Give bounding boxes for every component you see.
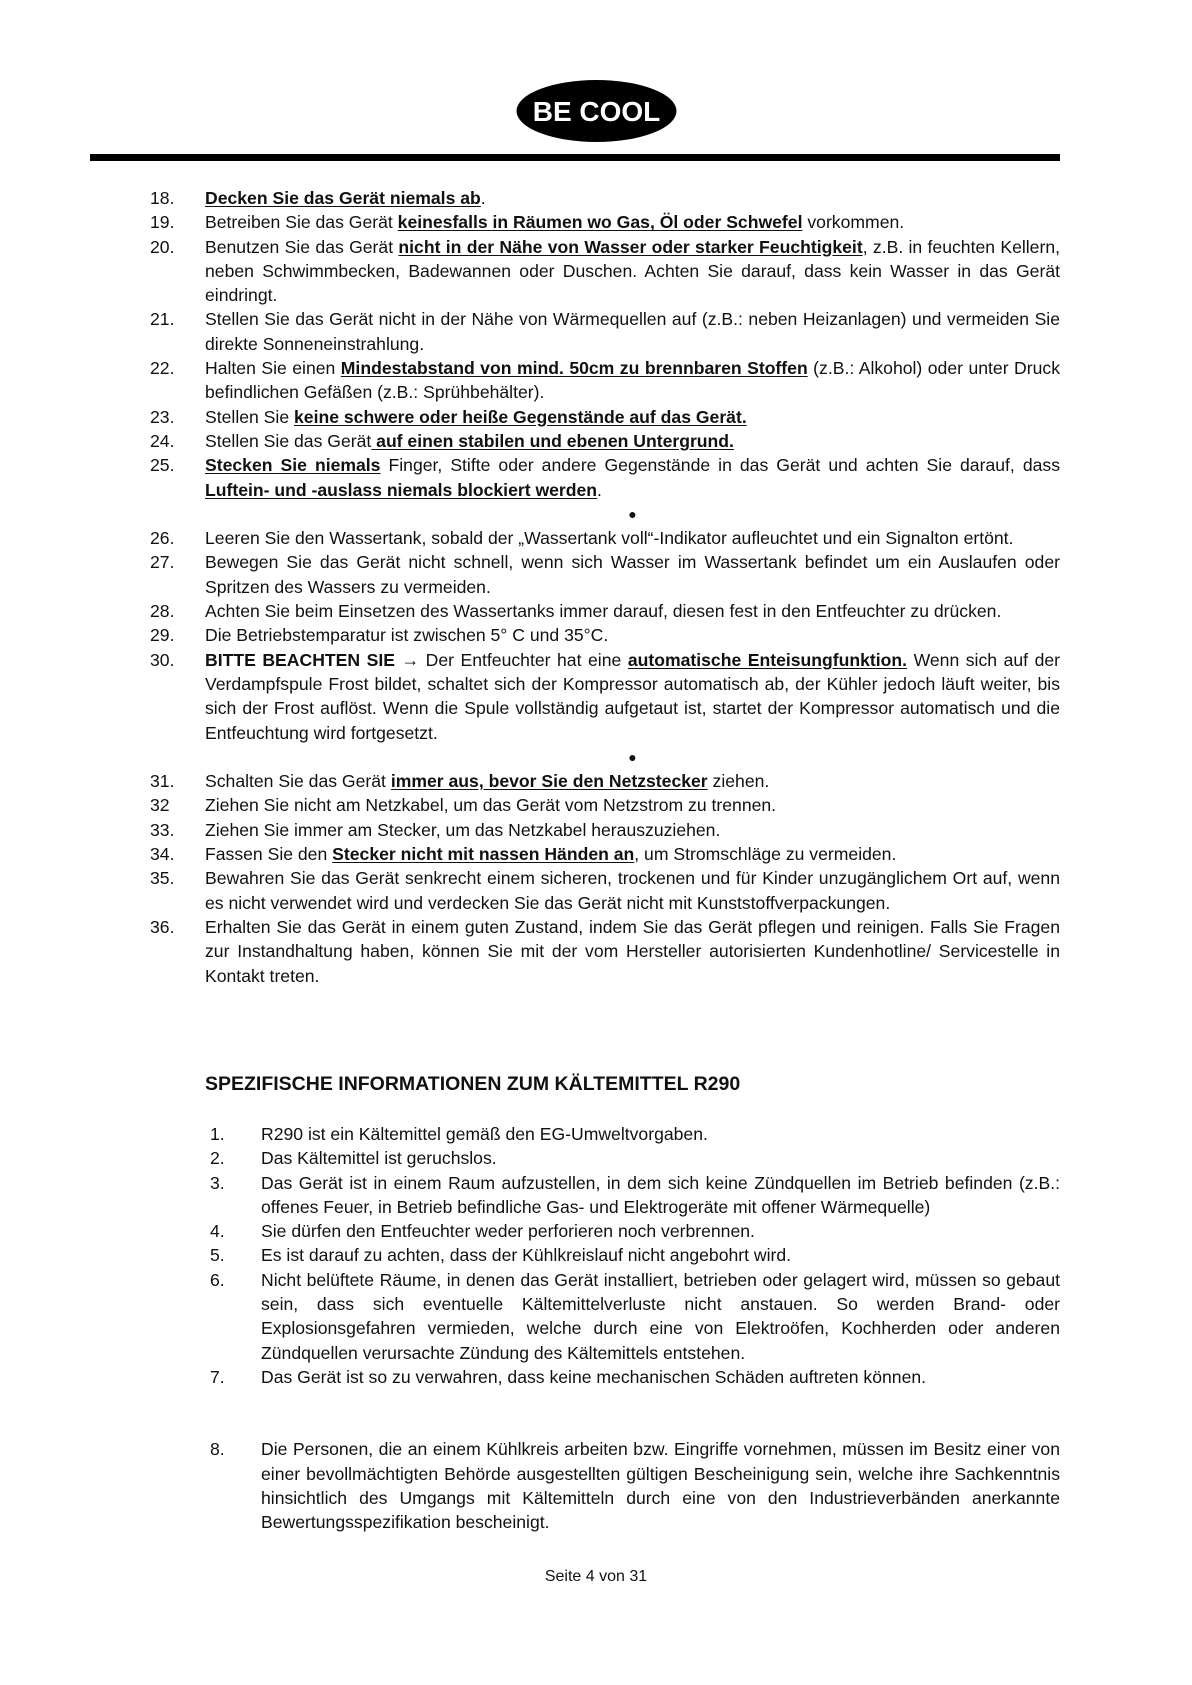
item-number: 29. xyxy=(150,625,175,646)
text-segment: . xyxy=(597,479,602,500)
item-number: 20. xyxy=(150,236,175,257)
item-number: 23. xyxy=(150,406,175,427)
bullet-separator: ● xyxy=(628,505,637,522)
emphasized-text: Decken Sie das Gerät niemals ab xyxy=(205,188,481,208)
list-item xyxy=(150,818,1060,842)
item-number: 31. xyxy=(150,771,175,792)
item-number: 33. xyxy=(150,819,175,840)
list-item xyxy=(150,186,1060,210)
list-item xyxy=(210,1365,1060,1389)
item-text xyxy=(205,818,1060,842)
item-text xyxy=(205,453,1060,502)
item-text xyxy=(205,915,1060,988)
item-number: 25. xyxy=(150,455,175,476)
item-text xyxy=(205,648,1060,745)
emphasized-text: Mindestabstand von mind. 50cm zu brennbaren Stoffen xyxy=(340,358,808,379)
item-text xyxy=(205,210,1060,234)
emphasized-text: automatische Enteisungfunktion. xyxy=(627,649,908,670)
list-item xyxy=(210,1219,1060,1243)
item-number: 18. xyxy=(150,188,175,208)
item-number: 34. xyxy=(150,844,175,865)
text-segment: → Der Entfeuchter hat eine xyxy=(394,649,628,670)
item-number: 6. xyxy=(210,1269,225,1290)
list-item xyxy=(150,405,1060,429)
text-segment: Schalten Sie das Gerät xyxy=(205,771,391,792)
section-heading: SPEZIFISCHE INFORMATIONEN ZUM KÄLTEMITTEL R290 xyxy=(205,1073,741,1095)
list-item xyxy=(150,599,1060,623)
text-segment: Die Betriebstemparatur ist zwischen 5° C und 35°C. xyxy=(205,625,609,646)
list-item xyxy=(150,915,1060,988)
list-item xyxy=(150,307,1060,356)
list-item xyxy=(150,235,1060,308)
list-item xyxy=(210,1122,1060,1146)
item-number: 26. xyxy=(150,528,175,549)
emphasized-text: Stecker nicht mit nassen Händen an xyxy=(332,844,635,865)
list-item xyxy=(150,429,1060,453)
svg-text:BE COOL: BE COOL xyxy=(532,96,661,127)
list-item xyxy=(150,550,1060,599)
item-text xyxy=(205,429,1060,453)
spacer xyxy=(210,1389,1060,1437)
text-segment: Stellen Sie xyxy=(205,406,294,427)
text-segment: , z.B. in feuchten Kellern, neben Schwimmbecken, Badewannen oder Duschen. Achten Sie darauf, dass kein Wasser in das Gerät eindringt. xyxy=(205,236,1060,306)
list-item xyxy=(210,1268,1060,1365)
text-segment: Stellen Sie das Gerät xyxy=(205,430,372,451)
text-segment: Bewahren Sie das Gerät senkrecht einem sicheren, trockenen und für Kinder unzugänglichem Ort auf, wenn es nicht verwendet wird und verdecken Sie das Gerät nicht mit Kunststoffverpackungen. xyxy=(205,868,1060,913)
item-text xyxy=(205,623,1060,647)
item-number: 2. xyxy=(210,1148,225,1169)
text-segment: , um Stromschläge zu vermeiden. xyxy=(634,844,897,865)
text-segment: Bewegen Sie das Gerät nicht schnell, wenn sich Wasser im Wassertank befindet um ein Auslaufen oder Spritzen des Wassers zu vermeiden. xyxy=(205,552,1060,597)
item-number: 8. xyxy=(210,1439,225,1460)
item-text xyxy=(205,235,1060,308)
list-item xyxy=(150,866,1060,915)
text-segment: (z.B.: Alkohol) oder unter Druck befindlichen Gefäßen (z.B.: Sprühbehälter). xyxy=(205,358,1060,403)
emphasized-text: nicht in der Nähe von Wasser oder starker Feuchtigkeit xyxy=(398,236,863,257)
item-text xyxy=(205,405,1060,429)
refrigerant-info-list xyxy=(210,1122,1060,1534)
item-number: 22. xyxy=(150,358,175,379)
item-text: R290 ist ein Kältemittel gemäß den EG-Umweltvorgaben. xyxy=(261,1124,708,1144)
emphasized-text: keinesfalls in Räumen wo Gas, Öl oder Schwefel xyxy=(397,212,803,233)
item-number: 27. xyxy=(150,552,175,573)
text-segment: Leeren Sie den Wassertank, sobald der „Wassertank voll“-Indikator aufleuchtet und ein Signalton ertönt. xyxy=(205,528,1014,549)
item-text xyxy=(205,769,1060,793)
item-text: Sie dürfen den Entfeuchter weder perforieren noch verbrennen. xyxy=(261,1221,755,1242)
emphasized-text: immer aus, bevor Sie den Netzstecker xyxy=(390,771,708,792)
list-item xyxy=(150,842,1060,866)
text-segment: ziehen. xyxy=(707,771,770,792)
list-item xyxy=(210,1171,1060,1220)
item-number: 7. xyxy=(210,1366,225,1387)
item-text xyxy=(205,356,1060,405)
text-segment: Ziehen Sie immer am Stecker, um das Netzkabel herauszuziehen. xyxy=(205,819,721,840)
bullet-separator: ● xyxy=(628,748,637,765)
list-item xyxy=(150,648,1060,745)
text-segment: vorkommen. xyxy=(802,212,905,233)
item-number: 28. xyxy=(150,601,175,622)
item-text xyxy=(205,307,1060,356)
list-item xyxy=(150,453,1060,502)
item-number: 3. xyxy=(210,1172,225,1193)
item-text: Die Personen, die an einem Kühlkreis arbeiten bzw. Eingriffe vornehmen, müssen im Besitz einer von einer bevollmächtigten Behörde ausgestellten gültigen Bescheinigung sein, welche ihre Sachkenntnis hinsichtlich des Umgangs mit Kältemitteln durch eine von den Industrieverbänden anerkannte Bewertungsspezifikation bescheinigt. xyxy=(261,1439,1060,1533)
item-text: Nicht belüftete Räume, in denen das Gerät installiert, betrieben oder gelagert wird, müssen so gebaut sein, dass sich eventuelle Kältemittelverluste nicht anstauen. So werden Brand- oder Explosionsgefahren vermieden, welche durch eine von Elektroöfen, Kochherden oder anderen Zündquellen verursachte Zündung des Kältemittels entstehen. xyxy=(261,1269,1060,1363)
emphasized-text: keine schwere oder heiße Gegenstände auf das Gerät. xyxy=(294,406,747,427)
text-segment: . xyxy=(480,188,486,208)
item-number: 35. xyxy=(150,868,175,889)
item-text xyxy=(205,550,1060,599)
item-number: 21. xyxy=(150,309,175,330)
item-text: Das Gerät ist so zu verwahren, dass keine mechanischen Schäden auftreten können. xyxy=(261,1366,927,1387)
text-segment: Achten Sie beim Einsetzen des Wassertanks immer darauf, diesen fest in den Entfeuchter zu drücken. xyxy=(205,601,1002,622)
text-segment: Finger, Stifte oder andere Gegenstände in das Gerät und achten Sie darauf, dass xyxy=(380,455,1060,476)
item-text xyxy=(205,842,1060,866)
emphasized-text: BITTE BEACHTEN SIE xyxy=(205,649,395,670)
page-number: Seite 4 von 31 xyxy=(544,1568,648,1585)
item-number: 4. xyxy=(210,1221,225,1242)
item-text xyxy=(205,599,1060,623)
emphasized-text: Luftein- und -auslass niemals blockiert werden xyxy=(205,479,598,500)
text-segment: Fassen Sie den xyxy=(205,844,333,865)
item-text xyxy=(205,526,1060,550)
text-segment: Stellen Sie das Gerät nicht in der Nähe von Wärmequellen auf (z.B.: neben Heizanlagen) und vermeiden Sie direkte Sonneneinstrahlung. xyxy=(205,309,1060,354)
text-segment: Wenn sich auf der Verdampfspule Frost bildet, schaltet sich der Kompressor automatisch ab, der Kühler jedoch läuft weiter, bis sich der Frost auflöst. Wenn die Spule vollständig aufgetaut ist, startet der Kompressor automatisch und die Entfeuchtung wird fortgesetzt. xyxy=(205,649,1060,743)
list-item xyxy=(210,1437,1060,1534)
list-item xyxy=(150,210,1060,234)
list-item xyxy=(210,1243,1060,1267)
item-text: Das Gerät ist in einem Raum aufzustellen, in dem sich keine Zündquellen im Betrieb befinden (z.B.: offenes Feuer, in Betrieb befindliche Gas- und Elektrogeräte mit offener Wärmequelle) xyxy=(261,1172,1060,1217)
list-item xyxy=(150,623,1060,647)
text-segment: Benutzen Sie das Gerät xyxy=(205,236,399,257)
item-number: 19. xyxy=(150,212,175,233)
emphasized-text: auf einen stabilen und ebenen Untergrund. xyxy=(371,430,734,451)
item-text: Es ist darauf zu achten, dass der Kühlkreislauf nicht angebohrt wird. xyxy=(261,1245,792,1266)
list-item xyxy=(150,769,1060,793)
text-segment: Ziehen Sie nicht am Netzkabel, um das Gerät vom Netzstrom zu trennen. xyxy=(205,795,777,816)
item-text: Das Kältemittel ist geruchslos. xyxy=(261,1148,497,1169)
list-item xyxy=(210,1146,1060,1170)
be-cool-logo xyxy=(516,80,677,142)
header-rule xyxy=(90,154,1060,161)
item-text xyxy=(205,186,1060,210)
item-number: 30. xyxy=(150,649,175,670)
text-segment: Erhalten Sie das Gerät in einem guten Zustand, indem Sie das Gerät pflegen und reinigen. Falls Sie Fragen zur Instandhaltung haben, können Sie mit der vom Hersteller autorisierten Kundenhotline/ Servicestelle in Kontakt treten. xyxy=(205,916,1060,986)
emphasized-text: Stecken Sie niemals xyxy=(205,455,381,476)
text-segment: Betreiben Sie das Gerät xyxy=(205,212,398,233)
list-item xyxy=(150,356,1060,405)
item-text xyxy=(205,793,1060,817)
text-segment: Halten Sie einen xyxy=(205,358,341,379)
list-item xyxy=(150,526,1060,550)
safety-instructions-list xyxy=(150,186,1060,988)
item-number: 32 xyxy=(150,795,170,816)
item-number: 1. xyxy=(210,1124,225,1144)
item-text xyxy=(205,866,1060,915)
list-item xyxy=(150,793,1060,817)
item-number: 5. xyxy=(210,1245,225,1266)
item-number: 24. xyxy=(150,430,175,451)
item-number: 36. xyxy=(150,916,175,937)
